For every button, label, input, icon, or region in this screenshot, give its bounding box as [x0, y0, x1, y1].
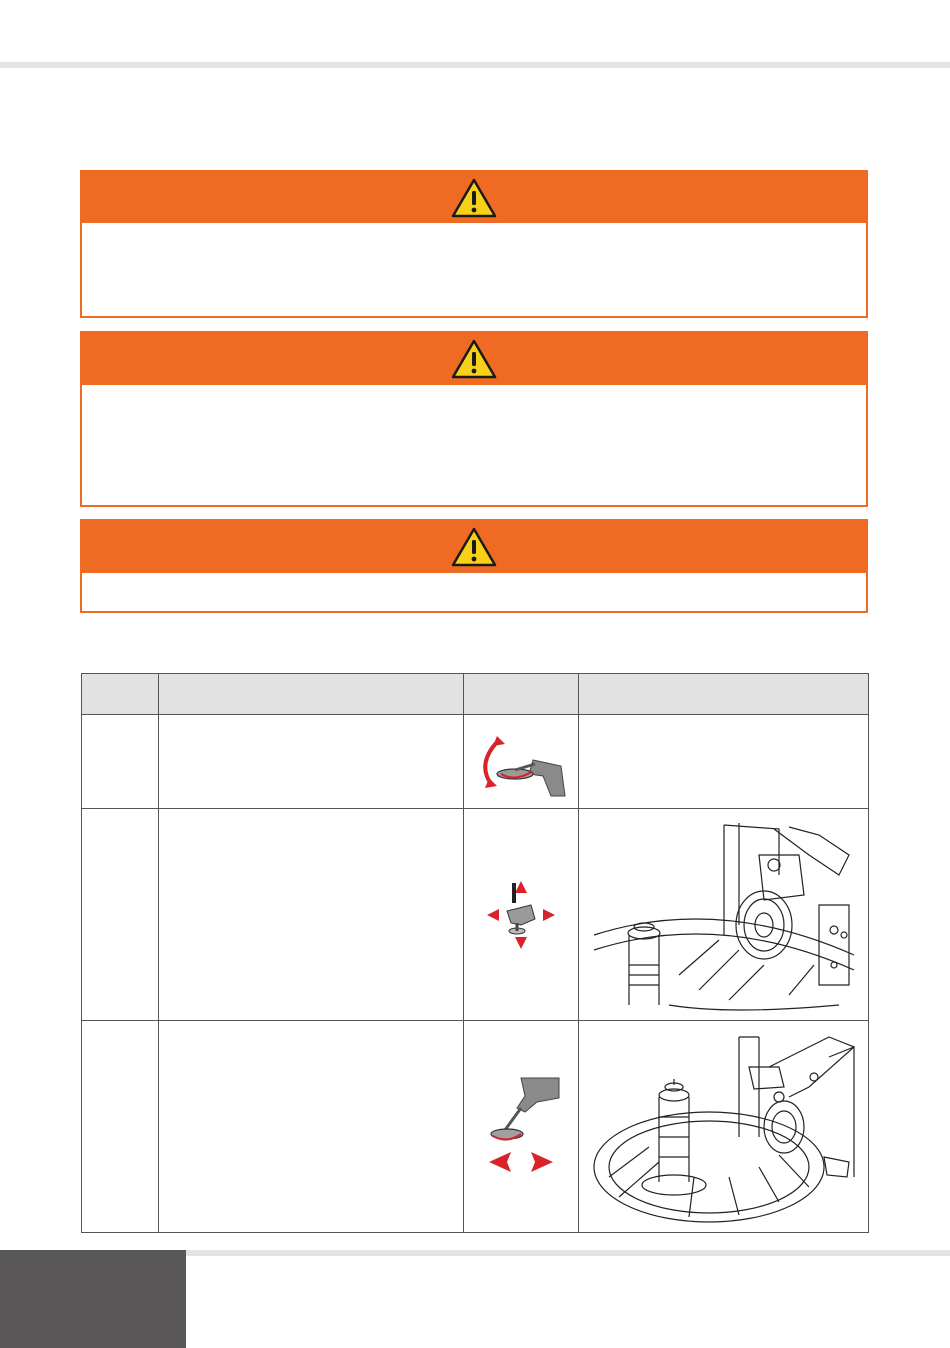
warning-triangle-icon — [451, 339, 497, 379]
top-divider — [0, 62, 950, 68]
bottom-divider — [186, 1250, 950, 1256]
move-tool-four-directions-icon — [481, 875, 561, 955]
warning-text — [82, 573, 866, 593]
warning-box-3 — [80, 519, 868, 613]
header-description — [159, 674, 464, 715]
step-icon-cell — [464, 715, 579, 809]
step-illustration — [579, 1021, 869, 1233]
warning-box-1 — [80, 170, 868, 318]
header-icon — [464, 674, 579, 715]
warning-header — [82, 333, 866, 385]
step-illustration — [579, 809, 869, 1021]
procedure-table — [81, 673, 869, 1233]
bead-breaker-roller-illustration — [589, 815, 859, 1015]
table-row — [82, 1021, 869, 1233]
step-description — [159, 1021, 464, 1233]
move-tool-horizontal-icon — [481, 1072, 561, 1182]
rotate-tool-icon — [473, 726, 569, 798]
step-description — [159, 809, 464, 1021]
step-description — [159, 715, 464, 809]
warning-header — [82, 172, 866, 223]
step-icon-cell — [464, 809, 579, 1021]
warning-text — [82, 385, 866, 405]
step-number — [82, 1021, 159, 1233]
header-illustration — [579, 674, 869, 715]
step-number — [82, 715, 159, 809]
table-header-row — [82, 674, 869, 715]
tool-head-on-wheel-illustration — [589, 1027, 859, 1227]
header-step — [82, 674, 159, 715]
step-illustration — [579, 715, 869, 809]
warning-header — [82, 521, 866, 573]
table-row — [82, 809, 869, 1021]
warning-triangle-icon — [451, 178, 497, 218]
warning-triangle-icon — [451, 527, 497, 567]
table-row — [82, 715, 869, 809]
page-number-tab — [0, 1250, 186, 1348]
warning-text — [82, 223, 866, 243]
warning-box-2 — [80, 331, 868, 507]
step-number — [82, 809, 159, 1021]
step-icon-cell — [464, 1021, 579, 1233]
